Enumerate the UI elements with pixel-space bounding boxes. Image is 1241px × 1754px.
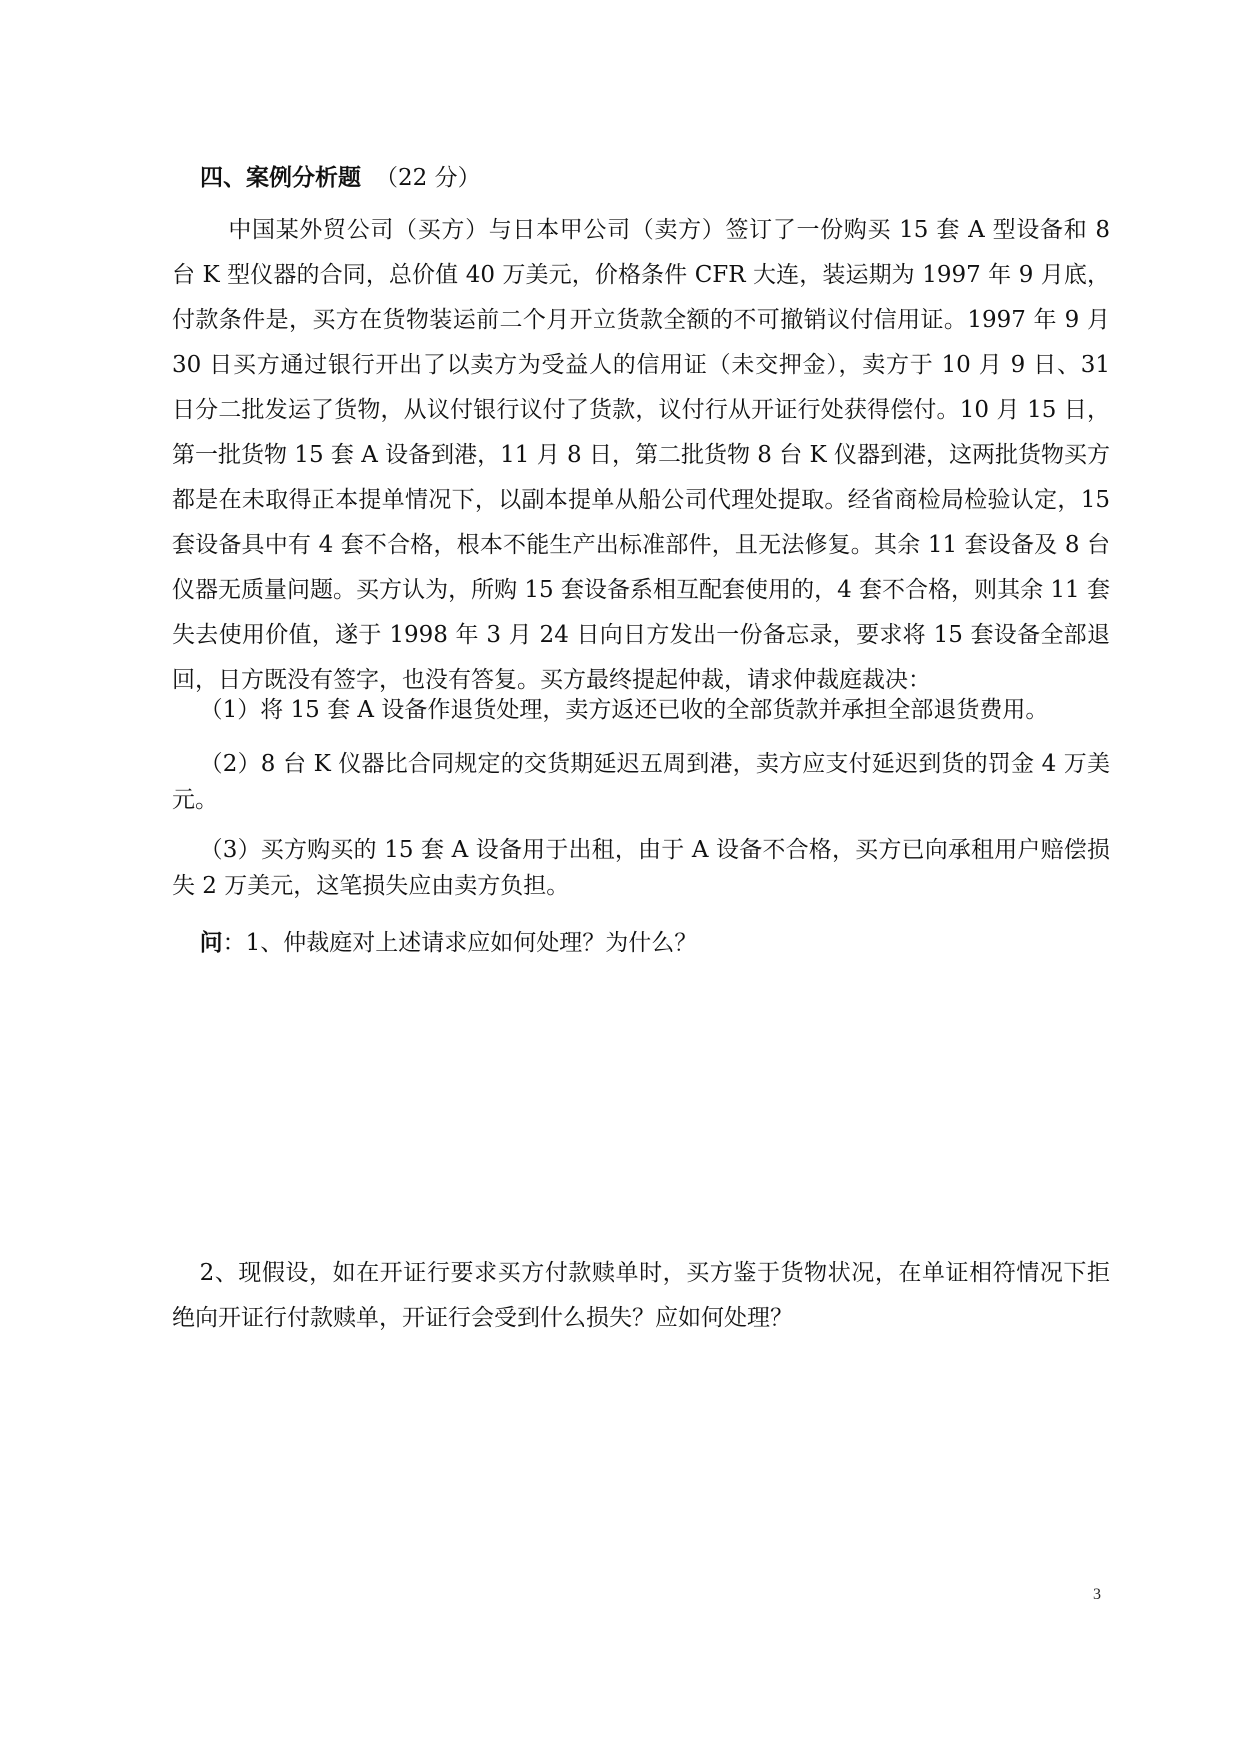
section-score: （22 分）	[375, 165, 481, 191]
section-heading	[200, 160, 481, 196]
claim-item-1: （1）将 15 套 A 设备作退货处理，卖方返还已收的全部货款并承担全部退货费用。	[199, 697, 1049, 723]
claim-item-3: （3）买方购买的 15 套 A 设备用于出租，由于 A 设备不合格，买方已向承租用户赔偿损失 2 万美元，这笔损失应由卖方负担。	[172, 837, 1110, 899]
question-1-text: ：1、仲裁庭对上述请求应如何处理？为什么？	[222, 930, 698, 956]
question-1	[172, 925, 1110, 961]
page-number: 3	[1093, 1586, 1101, 1603]
section-title: 四、案例分析题	[200, 165, 361, 191]
case-description: 中国某外贸公司（买方）与日本甲公司（卖方）签订了一份购买 15 套 A 型设备和 8 台 K 型仪器的合同，总价值 40 万美元，价格条件 CFR 大连，装运期为 1997 年 9 月底，付款条件是，买方在货物装运前二个月开立货款全额的不可撤销议付信用证。1997 年 9 月 30 日买方通过银行开出了以卖方为受益人的信用证（未交押金），卖方于 10 月 9 日、31 日分二批发运了货物，从议付银行议付了货款，议付行从开证行处获得偿付。10 月 15 日，第一批货物 15 套 A 设备到港，11 月 8 日，第二批货物 8 台 K 仪器到港，这两批货物买方都是在未取得正本提单情况下，以副本提单从船公司代理处提取。经省商检局检验认定，15 套设备具中有 4 套不合格，根本不能生产出标准部件，且无法修复。其余 11 套设备及 8 台仪器无质量问题。买方认为，所购 15 套设备系相互配套使用的，4 套不合格，则其余 11 套失去使用价值，遂于 1998 年 3 月 24 日向日方发出一份备忘录，要求将 15 套设备全部退回，日方既没有签字，也没有答复。买方最终提起仲裁，请求仲裁庭裁决：	[172, 217, 1111, 693]
question-2: 2、现假设，如在开证行要求买方付款赎单时，买方鉴于货物状况，在单证相符情况下拒绝向开证行付款赎单，开证行会受到什么损失？应如何处理？	[172, 1260, 1110, 1331]
question-label: 问	[199, 930, 223, 956]
claim-item-2: （2）8 台 K 仪器比合同规定的交货期延迟五周到港，卖方应支付延迟到货的罚金 4 万美元。	[172, 751, 1110, 813]
